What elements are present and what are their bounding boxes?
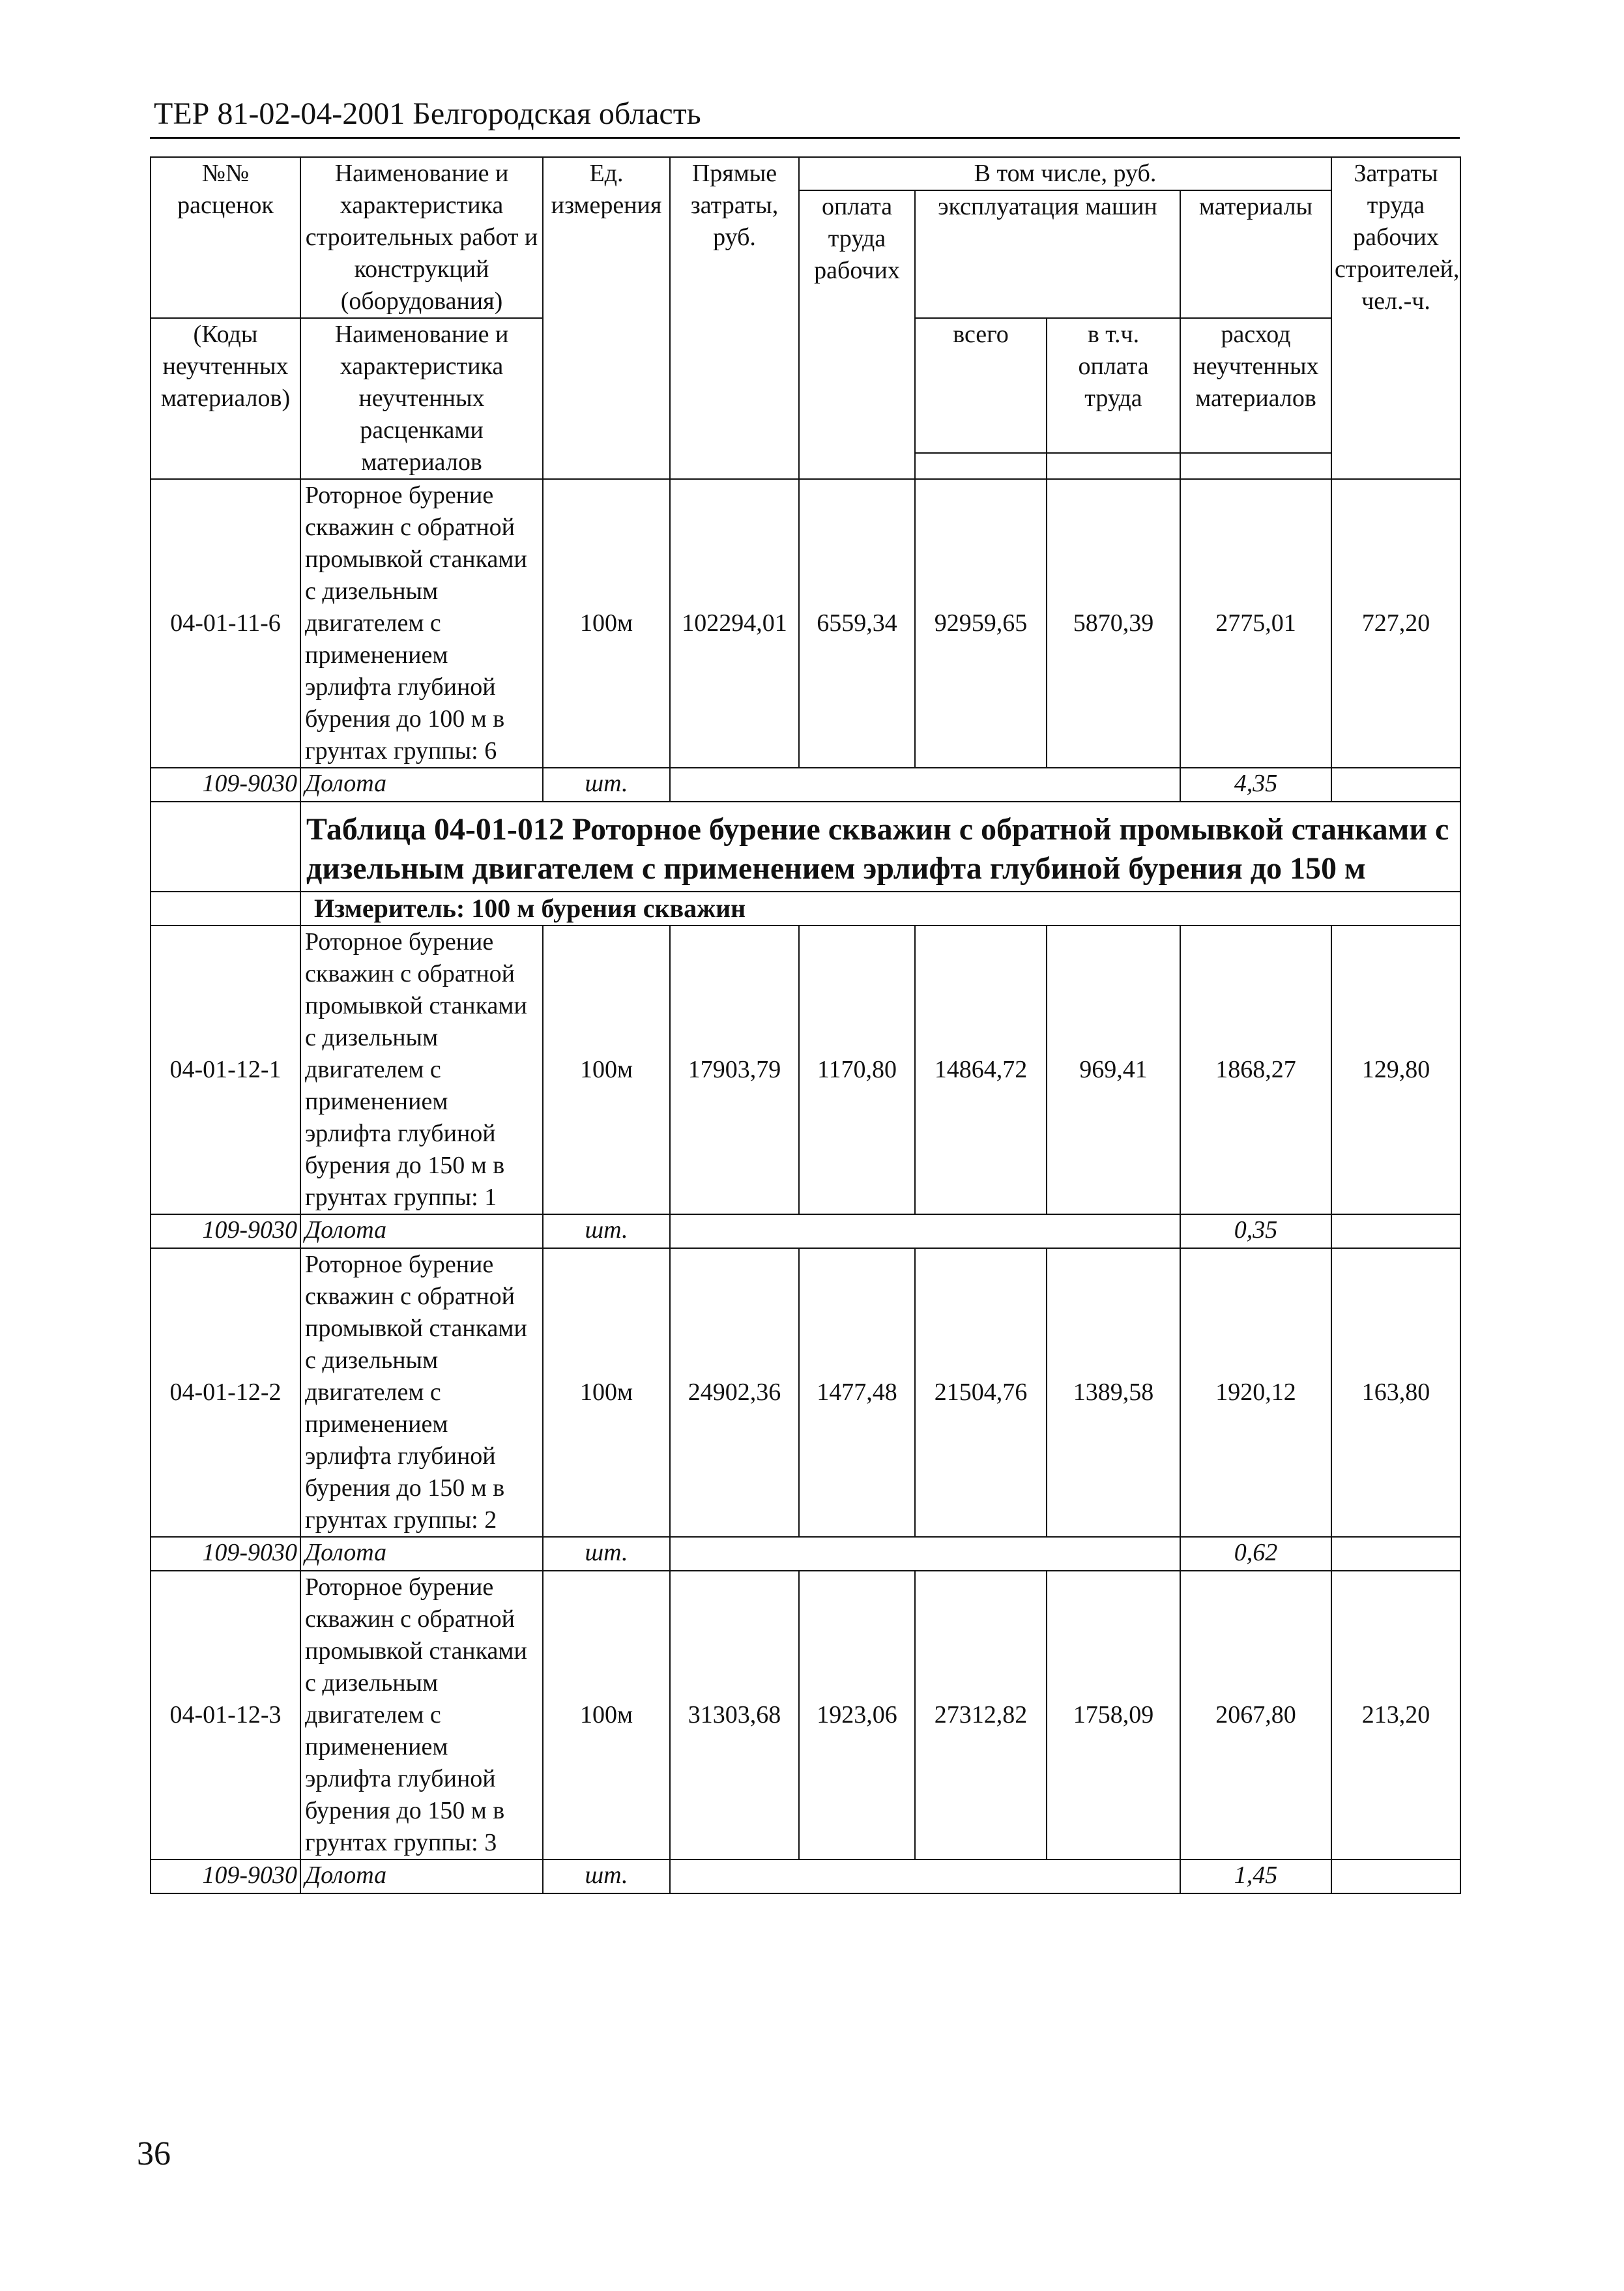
rate-materials: 1868,27 xyxy=(1180,926,1331,1214)
material-unit: шт. xyxy=(543,1537,670,1571)
material-blank xyxy=(1331,768,1460,802)
rates-table xyxy=(150,156,1461,1894)
material-row xyxy=(151,1860,1460,1893)
table-row xyxy=(151,926,1460,1214)
rate-unit: 100м xyxy=(543,1571,670,1860)
rate-materials: 2067,80 xyxy=(1180,1571,1331,1860)
rate-unit: 100м xyxy=(543,926,670,1214)
rate-code: 04-01-12-3 xyxy=(151,1571,300,1860)
rate-name: Роторное бурение скважин с обратной промывкой станками с дизельным двигателем с применением эрлифта глубиной бурения до 150 м в грунтах группы: 2 xyxy=(300,1248,543,1537)
header-spacer xyxy=(1180,453,1331,479)
col-materials-header: материалы xyxy=(1180,190,1331,318)
material-qty: 0,35 xyxy=(1180,1214,1331,1248)
material-unit: шт. xyxy=(543,768,670,802)
material-blank xyxy=(1331,1214,1460,1248)
header-rule xyxy=(150,137,1460,139)
rate-unit: 100м xyxy=(543,1248,670,1537)
col-direct-header: Прямые затраты, руб. xyxy=(670,157,799,479)
material-qty: 4,35 xyxy=(1180,768,1331,802)
rate-name: Роторное бурение скважин с обратной промывкой станками с дизельным двигателем с применением эрлифта глубиной бурения до 150 м в грунтах группы: 3 xyxy=(300,1571,543,1860)
material-name: Долота xyxy=(300,768,543,802)
rate-direct: 24902,36 xyxy=(670,1248,799,1537)
col-name-header: Наименование и характеристика строительных работ и конструкций (оборудования) xyxy=(300,157,543,318)
rate-name: Роторное бурение скважин с обратной промывкой станками с дизельным двигателем с применением эрлифта глубиной бурения до 100 м в грунтах группы: 6 xyxy=(300,479,543,768)
title-left-blank xyxy=(151,802,300,892)
table2-title-row xyxy=(151,802,1460,892)
material-code: 109-9030 xyxy=(151,1537,300,1571)
rate-machines-total: 92959,65 xyxy=(915,479,1047,768)
col-wages-header: оплата труда рабочих xyxy=(799,190,915,479)
rate-name: Роторное бурение скважин с обратной промывкой станками с дизельным двигателем с применением эрлифта глубиной бурения до 150 м в грунтах группы: 1 xyxy=(300,926,543,1214)
rate-machines-total: 21504,76 xyxy=(915,1248,1047,1537)
table2-title: Таблица 04-01-012 Роторное бурение скважин с обратной промывкой станками с дизельным двигателем с применением эрлифта глубиной бурения до 150 м xyxy=(300,802,1460,892)
material-row xyxy=(151,768,1460,802)
material-code: 109-9030 xyxy=(151,768,300,802)
col-incl-header: В том числе, руб. xyxy=(799,157,1331,190)
measure-row xyxy=(151,892,1460,926)
col-materials-unaccounted-header: расход неучтенных материалов xyxy=(1180,318,1331,453)
material-name: Долота xyxy=(300,1860,543,1893)
material-row xyxy=(151,1537,1460,1571)
rate-code: 04-01-12-2 xyxy=(151,1248,300,1537)
rate-machines-wages: 1758,09 xyxy=(1047,1571,1180,1860)
material-qty: 0,62 xyxy=(1180,1537,1331,1571)
rate-machines-wages: 5870,39 xyxy=(1047,479,1180,768)
header-row-1 xyxy=(151,157,1460,190)
material-blank xyxy=(670,1860,1180,1893)
rate-wages: 1923,06 xyxy=(799,1571,915,1860)
header-spacer xyxy=(1047,453,1180,479)
col-code-header: №№ расценок xyxy=(151,157,300,318)
material-blank xyxy=(670,768,1180,802)
rate-materials: 2775,01 xyxy=(1180,479,1331,768)
rate-labor: 213,20 xyxy=(1331,1571,1460,1860)
rate-code: 04-01-12-1 xyxy=(151,926,300,1214)
material-unit: шт. xyxy=(543,1214,670,1248)
rate-machines-total: 14864,72 xyxy=(915,926,1047,1214)
page-header: ТЕР 81-02-04-2001 Белгородская область xyxy=(154,96,701,131)
rate-direct: 31303,68 xyxy=(670,1571,799,1860)
material-name: Долота xyxy=(300,1537,543,1571)
col-labor-header: Затраты труда рабочих строителей, чел.-ч. xyxy=(1331,157,1460,479)
material-row xyxy=(151,1214,1460,1248)
rate-labor: 163,80 xyxy=(1331,1248,1460,1537)
col-machines-header: эксплуатация машин xyxy=(915,190,1180,318)
rate-wages: 6559,34 xyxy=(799,479,915,768)
rate-wages: 1170,80 xyxy=(799,926,915,1214)
material-unit: шт. xyxy=(543,1860,670,1893)
material-code: 109-9030 xyxy=(151,1214,300,1248)
material-blank xyxy=(670,1537,1180,1571)
table-row xyxy=(151,1248,1460,1537)
material-blank xyxy=(1331,1860,1460,1893)
page-number: 36 xyxy=(137,2135,171,2172)
col-code2-header: (Коды неучтенных материалов) xyxy=(151,318,300,479)
material-name: Долота xyxy=(300,1214,543,1248)
rate-unit: 100м xyxy=(543,479,670,768)
measure-left-blank xyxy=(151,892,300,926)
rate-wages: 1477,48 xyxy=(799,1248,915,1537)
rate-materials: 1920,12 xyxy=(1180,1248,1331,1537)
col-unit-header: Ед. измерения xyxy=(543,157,670,479)
table2-measure: Измеритель: 100 м бурения скважин xyxy=(300,892,1460,926)
rate-machines-wages: 969,41 xyxy=(1047,926,1180,1214)
rate-machines-wages: 1389,58 xyxy=(1047,1248,1180,1537)
rate-code: 04-01-11-6 xyxy=(151,479,300,768)
material-qty: 1,45 xyxy=(1180,1860,1331,1893)
table-row xyxy=(151,1571,1460,1860)
col-machines-total-header: всего xyxy=(915,318,1047,453)
col-name2-header: Наименование и характеристика неучтенных расценками материалов xyxy=(300,318,543,479)
material-blank xyxy=(1331,1537,1460,1571)
rate-machines-total: 27312,82 xyxy=(915,1571,1047,1860)
material-blank xyxy=(670,1214,1180,1248)
rate-direct: 102294,01 xyxy=(670,479,799,768)
rate-labor: 727,20 xyxy=(1331,479,1460,768)
material-code: 109-9030 xyxy=(151,1860,300,1893)
header-spacer xyxy=(915,453,1047,479)
table-row xyxy=(151,479,1460,768)
rate-labor: 129,80 xyxy=(1331,926,1460,1214)
col-machines-wages-header: в т.ч. оплата труда xyxy=(1047,318,1180,453)
rate-direct: 17903,79 xyxy=(670,926,799,1214)
